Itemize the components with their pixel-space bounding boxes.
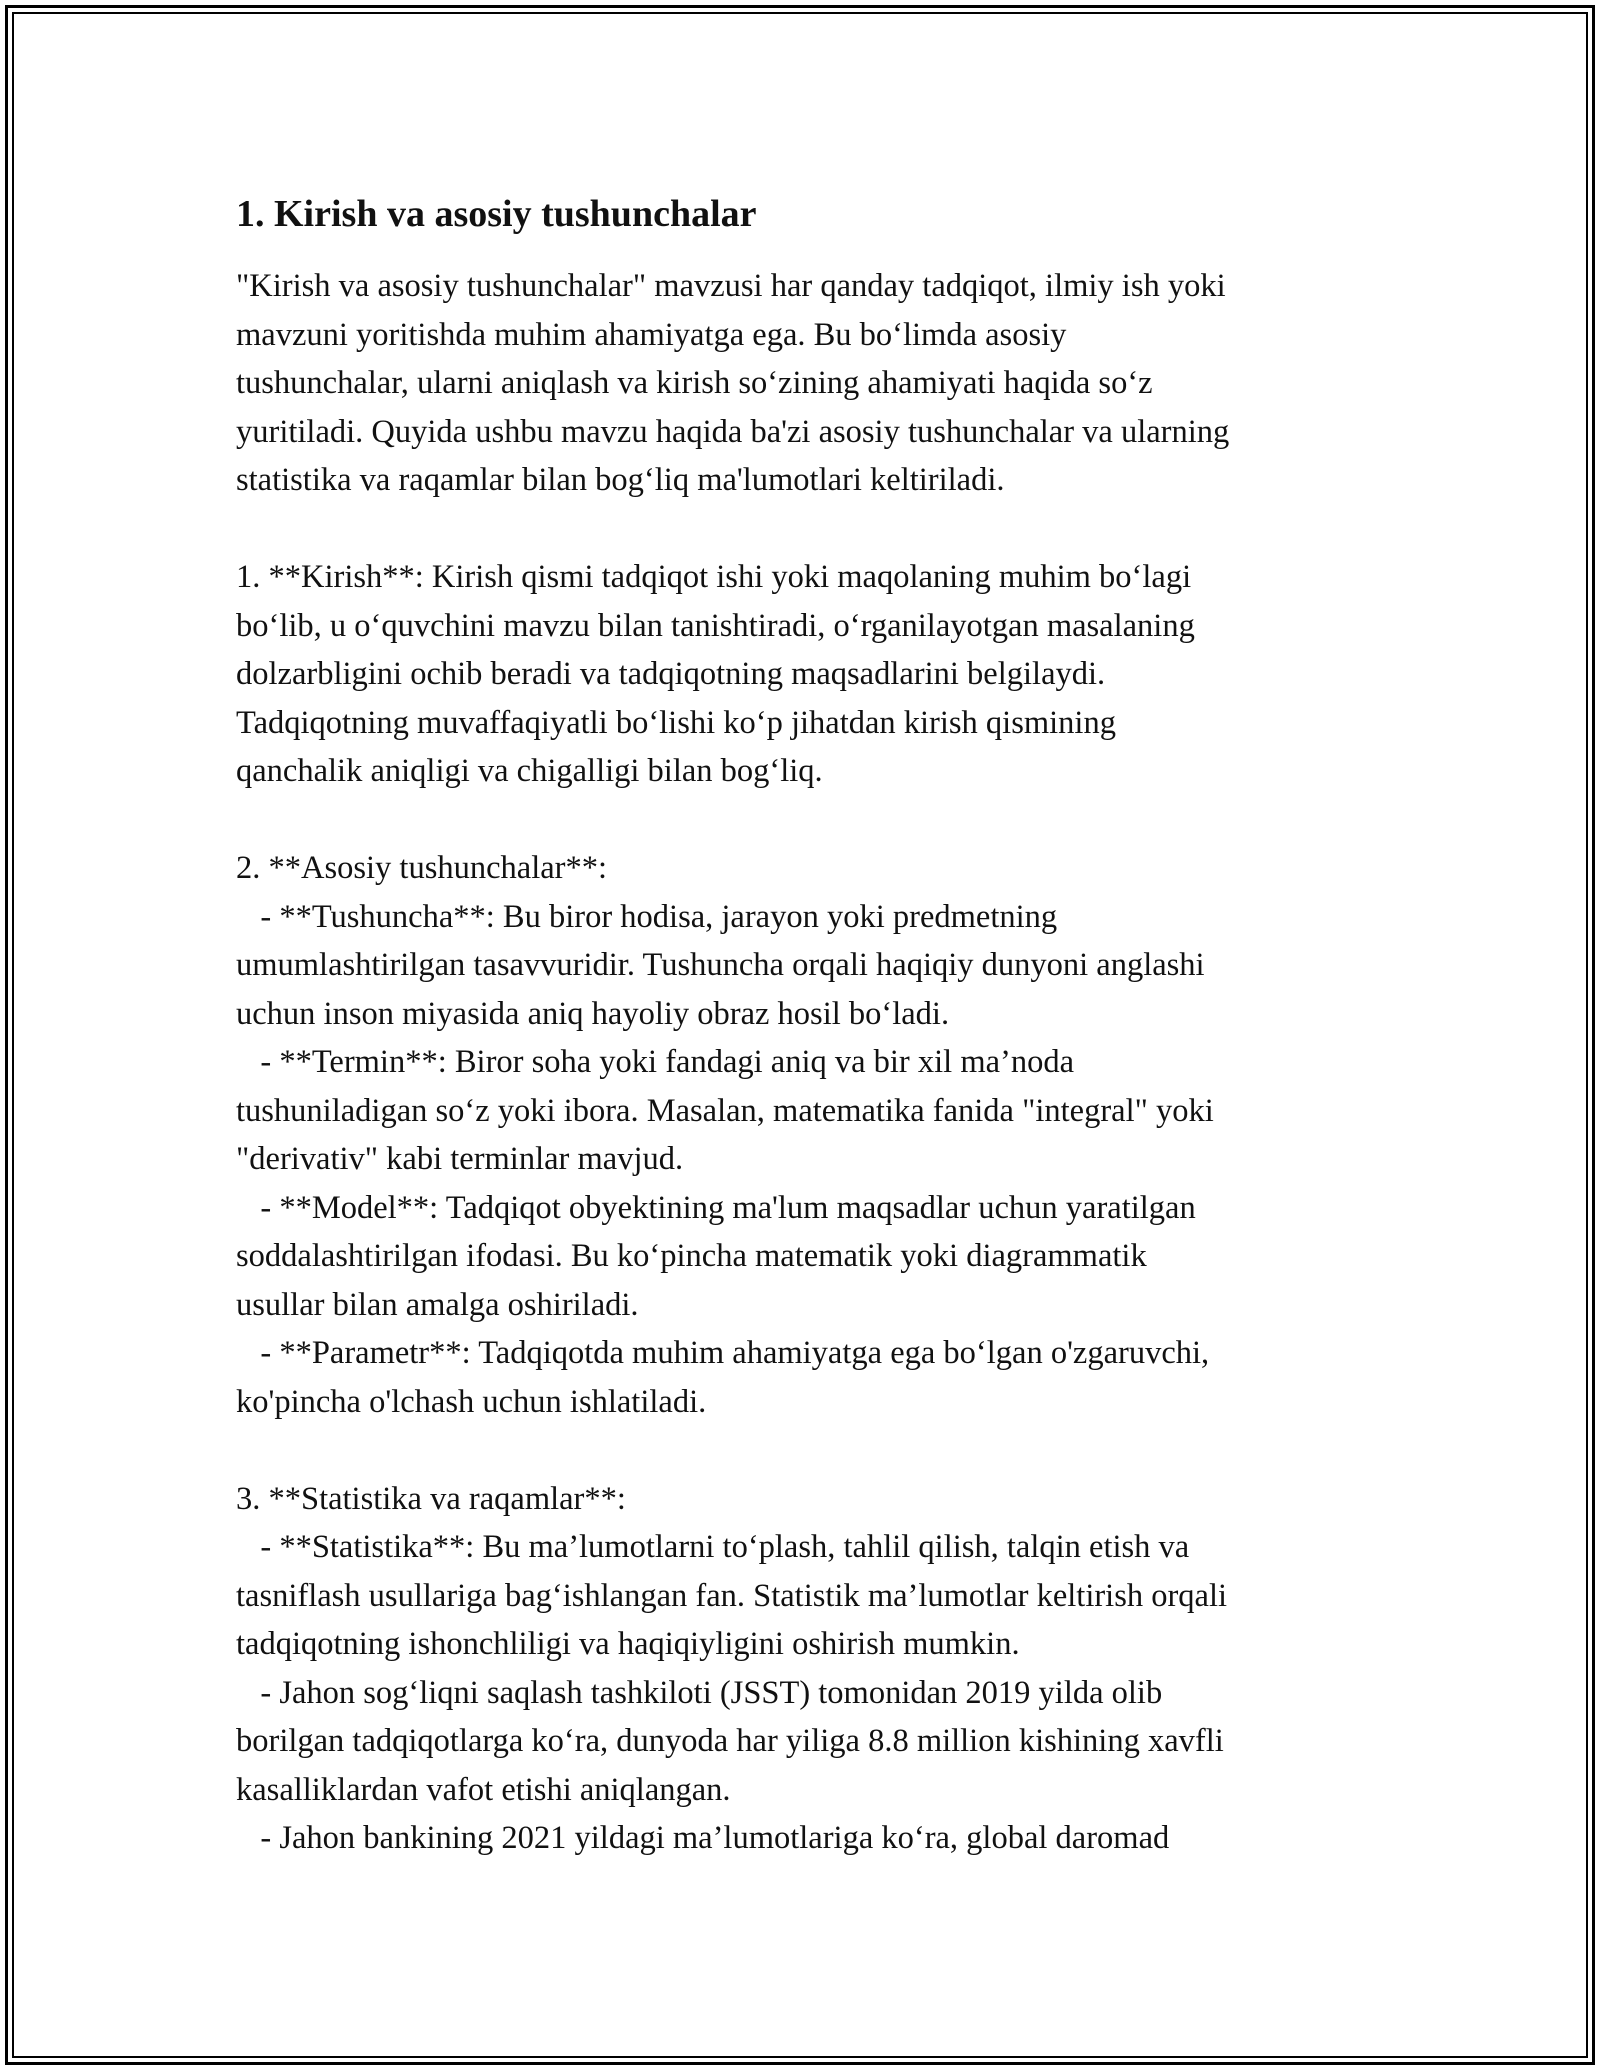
text-line: - **Tushuncha**: Bu biror hodisa, jarayon yoki predmetning <box>236 898 1058 935</box>
text-line: usullar bilan amalga oshiriladi. <box>236 1286 639 1323</box>
text-line: - **Model**: Tadqiqot obyektining ma'lum maqsadlar uchun yaratilgan <box>236 1189 1196 1226</box>
text-line: "derivativ" kabi terminlar mavjud. <box>236 1141 684 1177</box>
text-line: - Jahon sog‘liqni saqlash tashkiloti (JSST) tomonidan 2019 yilda olib <box>236 1674 1163 1711</box>
blank-line <box>236 796 1386 845</box>
text-line: statistika va raqamlar bilan bog‘liq ma'lumotlari keltiriladi. <box>236 462 1005 498</box>
text-line: - **Termin**: Biror soha yoki fandagi aniq va bir xil ma’noda <box>236 1044 1075 1080</box>
text-line: tushunchalar, ularni aniqlash va kirish so‘zining ahamiyati haqida so‘z <box>236 365 1153 401</box>
text-line: bo‘lib, u o‘quvchini mavzu bilan tanishtiradi, o‘rganilayotgan masalaning <box>236 607 1195 644</box>
section-heading: 1. Kirish va asosiy tushunchalar <box>236 193 757 235</box>
text-line: yuritiladi. Quyida ushbu mavzu haqida ba'zi asosiy tushunchalar va ularning <box>236 413 1230 450</box>
blank-line <box>236 505 1386 554</box>
text-line: tushuniladigan so‘z yoki ibora. Masalan, matematika fanida "integral" yoki <box>236 1092 1214 1129</box>
text-line: - **Parametr**: Tadqiqotda muhim ahamiyatga ega bo‘lgan o'zgaruvchi, <box>236 1335 1210 1371</box>
text-line: - Jahon bankining 2021 yildagi ma’lumotlariga ko‘ra, global daromad <box>236 1820 1170 1856</box>
text-line: tasniflash usullariga bag‘ishlangan fan. Statistik ma’lumotlar keltirish orqali <box>236 1577 1228 1614</box>
text-line: kasalliklardan vafot etishi aniqlangan. <box>236 1771 731 1808</box>
text-line: "Kirish va asosiy tushunchalar" mavzusi har qanday tadqiqot, ilmiy ish yoki <box>236 268 1226 304</box>
text-line: mavzuni yoritishda muhim ahamiyatga ega. Bu bo‘limda asosiy <box>236 316 1067 353</box>
text-line: uchun inson miyasida aniq hayoliy obraz hosil bo‘ladi. <box>236 995 950 1032</box>
document-body <box>236 262 1386 1863</box>
text-line: tadqiqotning ishonchliligi va haqiqiyligini oshirish mumkin. <box>236 1626 1020 1662</box>
text-line: umumlashtirilgan tasavvuridir. Tushuncha orqali haqiqiy dunyoni anglashi <box>236 947 1205 983</box>
text-line: Tadqiqotning muvaffaqiyatli bo‘lishi ko‘p jihatdan kirish qismining <box>236 704 1116 741</box>
text-line: soddalashtirilgan ifodasi. Bu ko‘pincha matematik yoki diagrammatik <box>236 1238 1147 1274</box>
text-line: 2. **Asosiy tushunchalar**: <box>236 850 608 886</box>
text-line: dolzarbligini ochib beradi va tadqiqotning maqsadlarini belgilaydi. <box>236 656 1106 692</box>
text-line: 3. **Statistika va raqamlar**: <box>236 1480 626 1517</box>
text-line: borilgan tadqiqotlarga ko‘ra, dunyoda har yiliga 8.8 million kishining xavfli <box>236 1723 1224 1759</box>
text-line: ko'pincha o'lchash uchun ishlatiladi. <box>236 1383 707 1420</box>
text-line: - **Statistika**: Bu ma’lumotlarni to‘plash, tahlil qilish, talqin etish va <box>236 1529 1190 1565</box>
text-line: 1. **Kirish**: Kirish qismi tadqiqot ishi yoki maqolaning muhim bo‘lagi <box>236 559 1192 595</box>
text-line: qanchalik aniqligi va chigalligi bilan bog‘liq. <box>236 753 823 789</box>
blank-line <box>236 1426 1386 1475</box>
document-page <box>236 190 1386 1863</box>
